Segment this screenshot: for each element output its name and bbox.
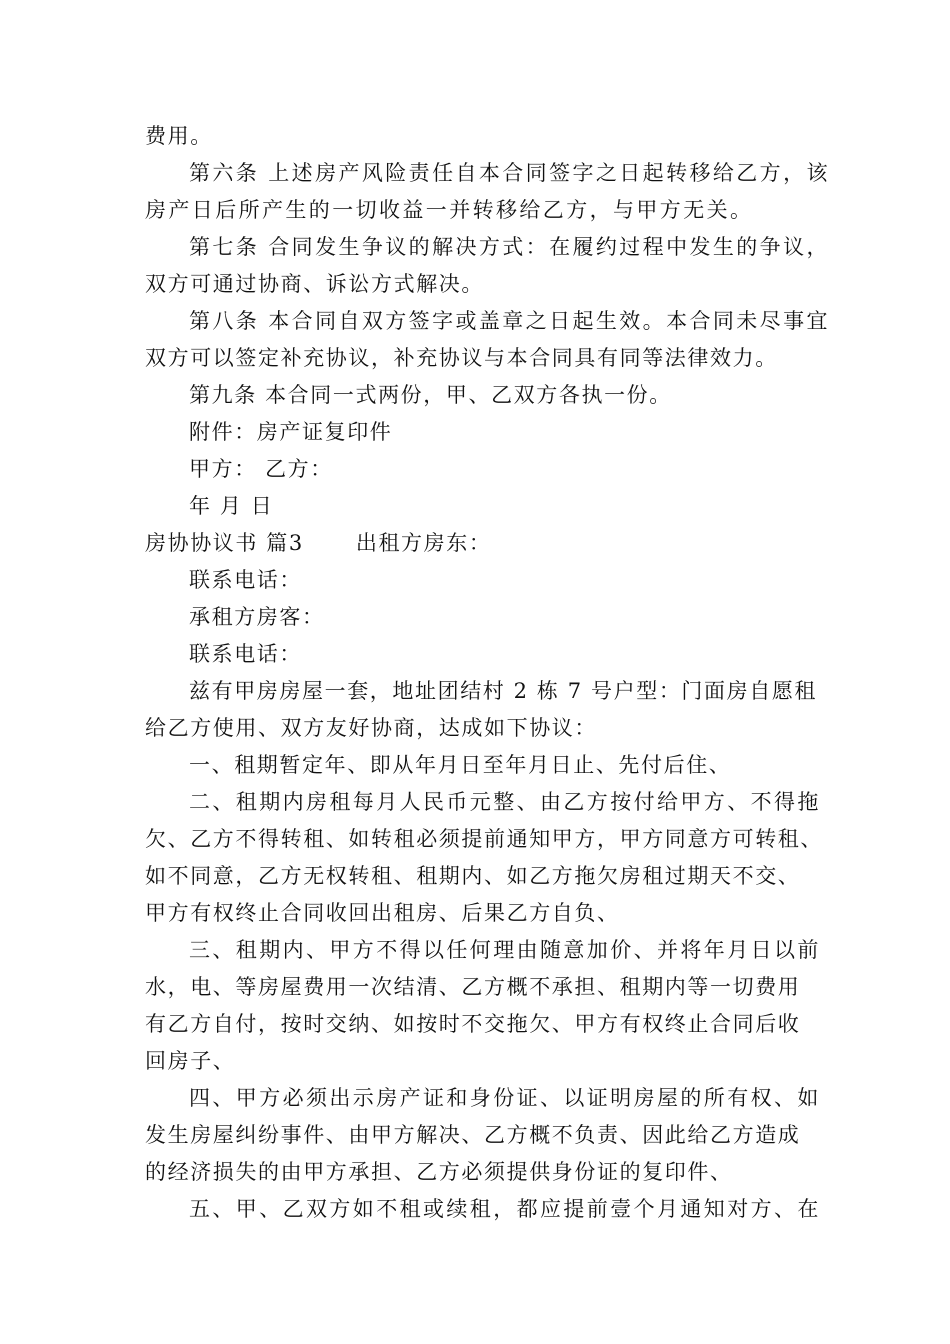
text-line: 双方可以签定补充协议，补充协议与本合同具有同等法律效力。 [145, 346, 778, 370]
text-line: 给乙方使用、双方友好协商，达成如下协议： [145, 716, 597, 740]
text-line: 如不同意，乙方无权转租、租期内、如乙方拖欠房租过期天不交、 [145, 864, 801, 888]
text-line: 发生房屋纠纷事件、由甲方解决、乙方概不负责、因此给乙方造成 [145, 1123, 801, 1147]
clause-six-line: 第六条 上述房产风险责任自本合同签字之日起转移给乙方，该 [189, 161, 830, 185]
date-line: 年 月 日 [189, 494, 274, 518]
term-three-line: 三、租期内、甲方不得以任何理由随意加价、并将年月日以前 [189, 938, 821, 962]
term-two-line: 二、租期内房租每月人民币元整、由乙方按付给甲方、不得拖 [189, 790, 821, 814]
term-four-line: 四、甲方必须出示房产证和身份证、以证明房屋的所有权、如 [189, 1086, 821, 1110]
text-line: 欠、乙方不得转租、如转租必须提前通知甲方，甲方同意方可转租、 [145, 827, 823, 851]
text-line: 甲方有权终止合同收回出租房、后果乙方自负、 [145, 901, 620, 925]
clause-eight-line: 第八条 本合同自双方签字或盖章之日起生效。本合同未尽事宜 [189, 309, 830, 333]
landlord-label: 出租方房东： [355, 531, 492, 555]
signature-parties-line: 甲方： 乙方： [189, 457, 333, 481]
text-line: 的经济损失的由甲方承担、乙方必须提供身份证的复印件、 [145, 1160, 733, 1184]
term-five-line: 五、甲、乙双方如不租或续租，都应提前壹个月通知对方、在 [189, 1197, 821, 1221]
attachment-line: 附件：房产证复印件 [189, 420, 393, 444]
tenant-line: 承租方房客： [189, 605, 325, 629]
text-line: 双方可通过协商、诉讼方式解决。 [145, 272, 484, 296]
text-line: 水，电、等房屋费用一次结清、乙方概不承担、租期内等一切费用 [145, 975, 801, 999]
clause-seven-line: 第七条 合同发生争议的解决方式：在履约过程中发生的争议， [189, 235, 830, 259]
contact-phone-line: 联系电话： [189, 568, 302, 592]
preamble-line: 兹有甲房房屋一套，地址团结村 2 栋 7 号户型：门面房自愿租 [189, 679, 818, 703]
text-line: 有乙方自付，按时交纳、如按时不交拖欠、甲方有权终止合同后收 [145, 1012, 801, 1036]
text-line: 回房子、 [145, 1049, 236, 1073]
section-title: 房协协议书 篇3 [145, 531, 304, 555]
text-line: 房产日后所产生的一切收益一并转移给乙方，与甲方无关。 [145, 198, 754, 222]
section-heading [145, 525, 825, 561]
term-one-line: 一、租期暂定年、即从年月日至年月日止、先付后住、 [189, 753, 732, 777]
text-line: 费用。 [145, 124, 213, 148]
clause-nine-line: 第九条 本合同一式两份，甲、乙双方各执一份。 [189, 383, 672, 407]
contact-phone-line: 联系电话： [189, 642, 302, 666]
